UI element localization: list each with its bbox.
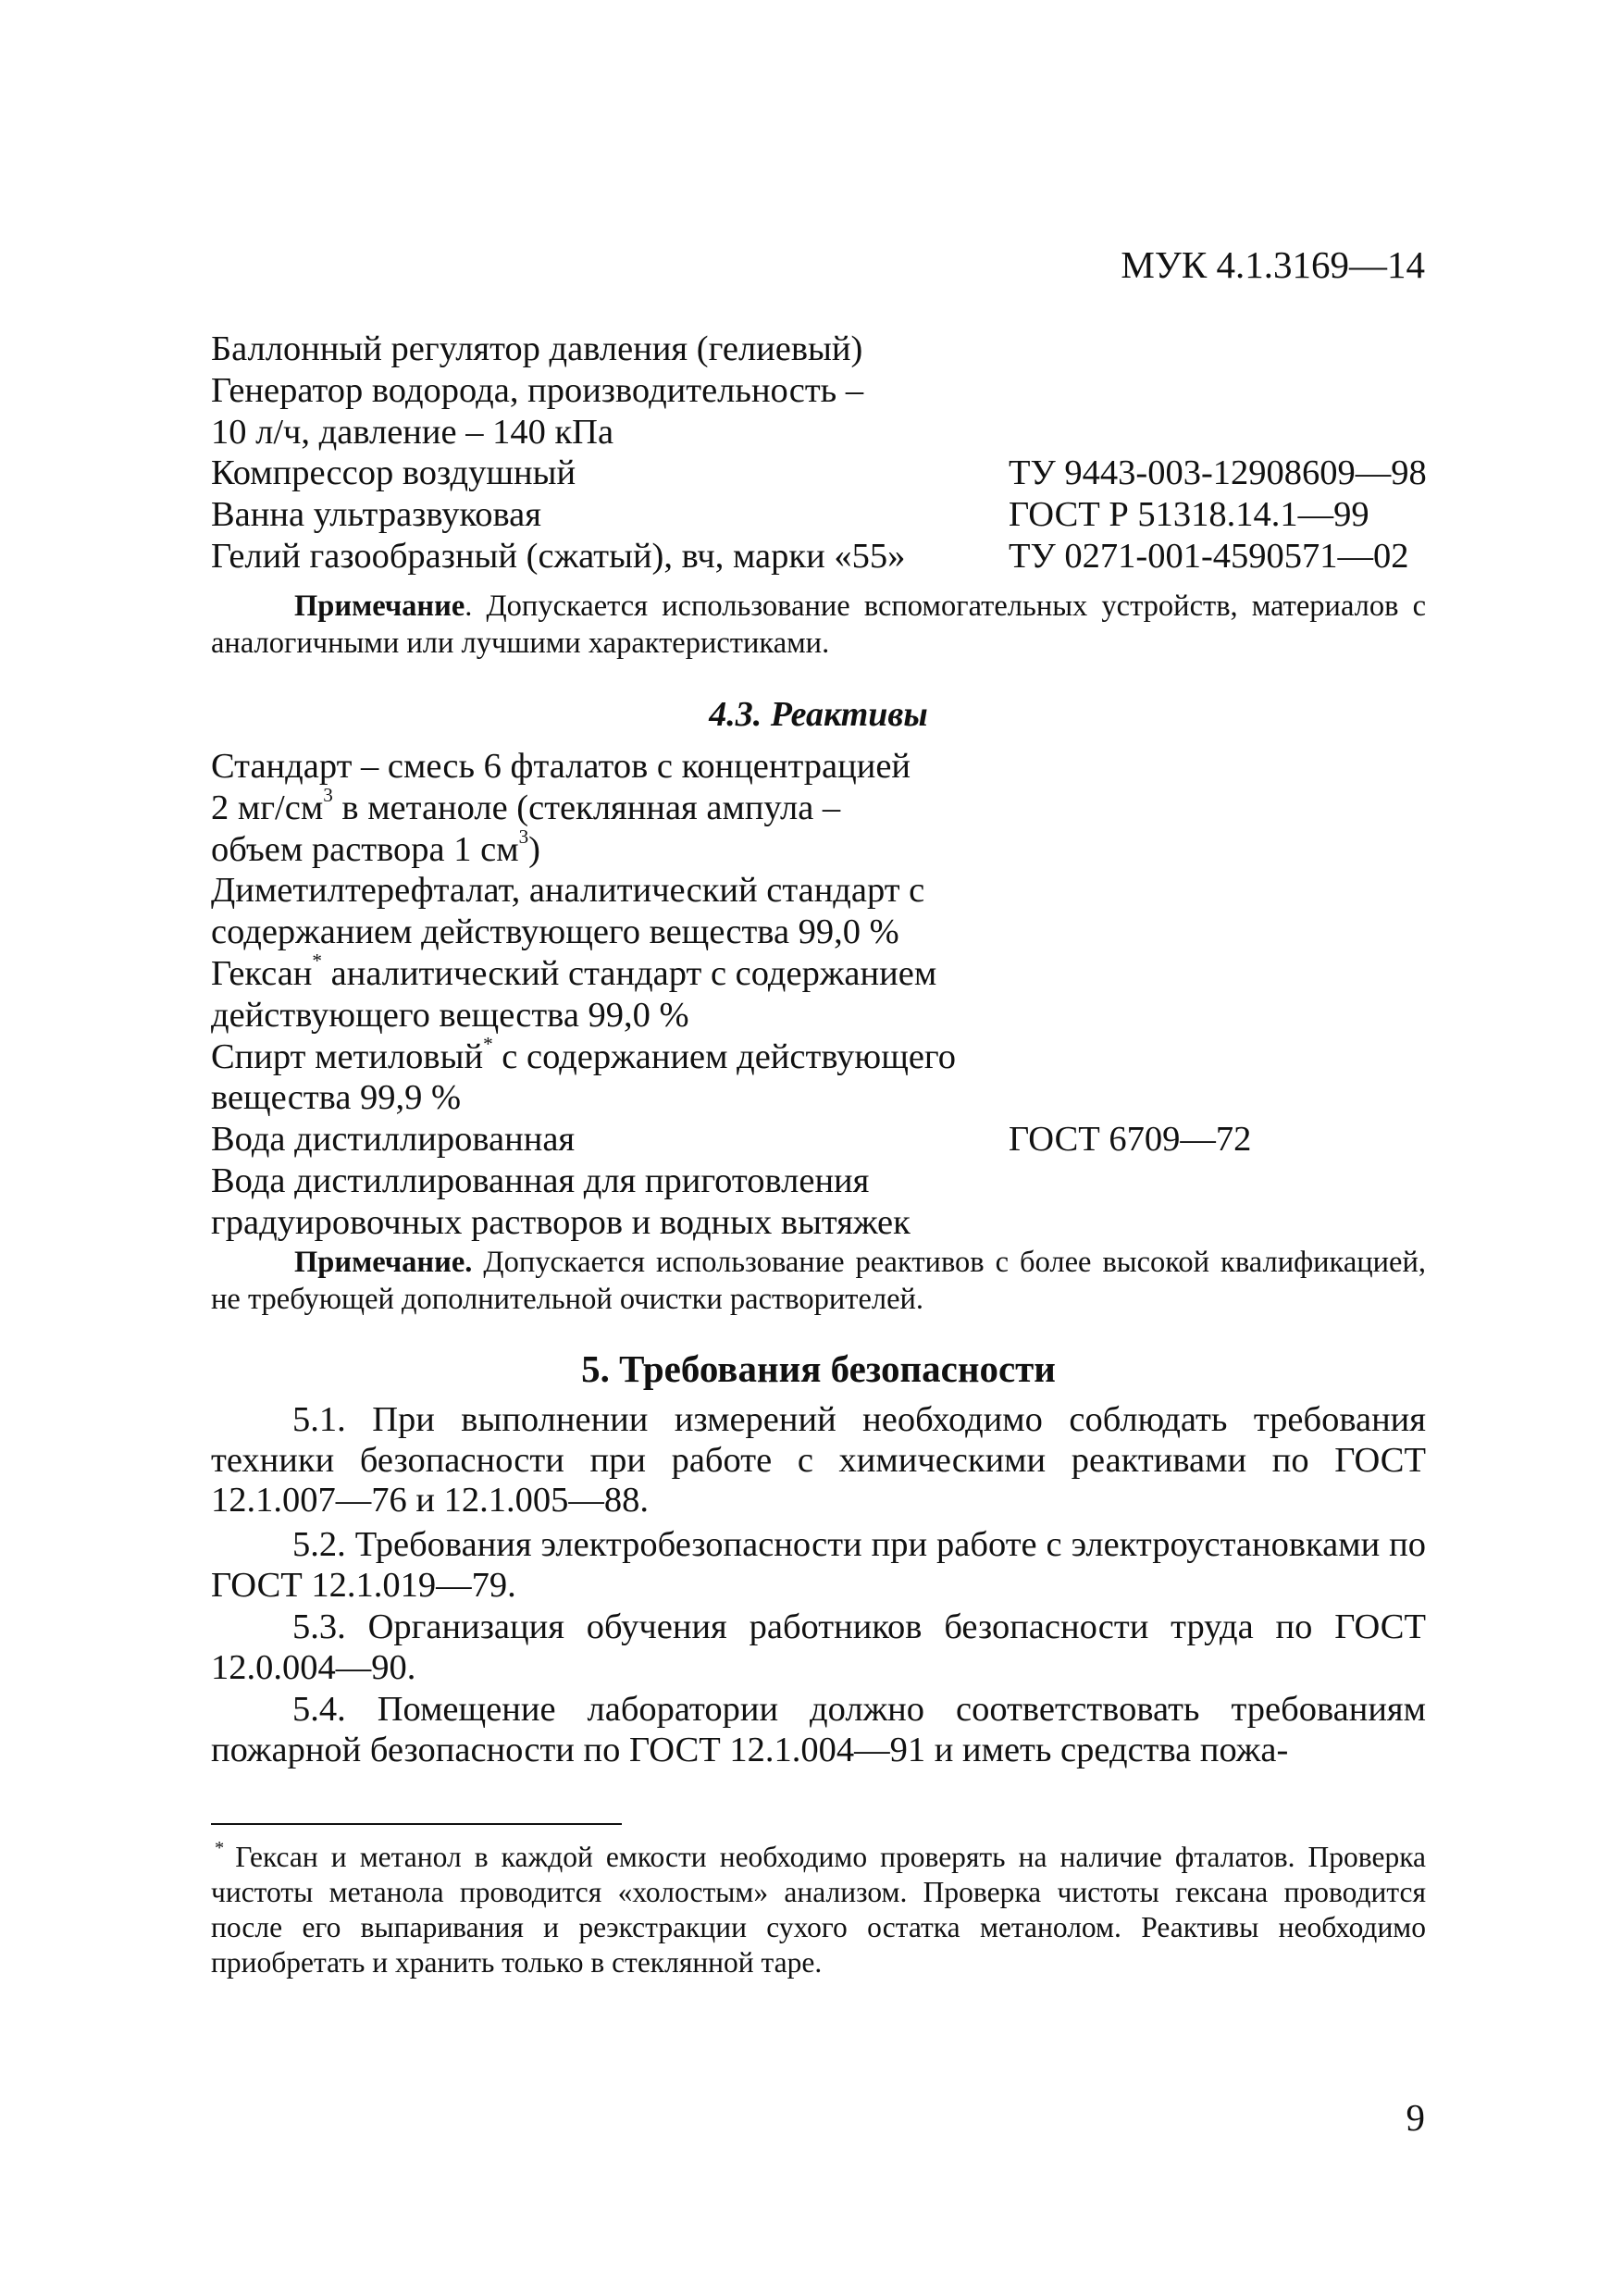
reagent-text [211,949,1009,995]
equipment-ref: ТУ 0271-001-4590571—02 [1009,536,1409,576]
reagent-text [211,783,1009,829]
reagent-text: градуировочных растворов и водных вытяжек [211,1202,911,1242]
note-text: Допускается использование реактивов с более высокой квалификацией, не требующей дополнительной очистки растворителей. [211,1246,1426,1316]
reagent-text: Вода дистиллированная [211,1120,576,1160]
reagent-line [211,995,1442,1036]
section-title: 5. Требования безопасности [581,1347,1056,1390]
reagent-text-part: аналитический стандарт с содержанием [322,953,937,993]
reagent-text-part: ) [528,829,540,869]
reagent-line [211,870,1442,912]
reagents-heading: 4.3. Реактивы [709,695,928,734]
reagent-line [211,1032,1442,1078]
reagent-line [211,746,1442,788]
reagent-text-part: Спирт метиловый [211,1036,484,1076]
equipment-name: Баллонный регулятор давления (гелиевый) [211,329,863,368]
reagent-line [211,1202,1442,1244]
reagent-text: Вода дистиллированная для приготовления [211,1160,870,1200]
section-paragraph: 5.1. При выполнении измерений необходимо соблюдать требования техники безопасности при работе с химическими реактивами по ГОСТ 12.1.007—76 и 12.1.005—88. [211,1400,1426,1520]
equipment-ref: ТУ 9443-003-12908609—98 [1009,453,1427,493]
equipment-name: Ванна ультразвуковая [211,495,541,535]
equipment-name: Гелий газообразный (сжатый), вч, марки «55» [211,536,906,576]
footnote-divider [211,1823,622,1825]
reagent-line [211,1077,1442,1119]
reagent-text [211,825,1009,871]
footnote-marker: * [312,949,322,972]
reagent-text: вещества 99,9 % [211,1078,462,1118]
equipment-name: Генератор водорода, производительность – [211,370,864,410]
reagent-line [211,1119,1442,1160]
equipment-note [211,589,1426,662]
reagent-ref: ГОСТ 6709—72 [1009,1120,1252,1160]
reagent-line [211,825,1442,871]
equipment-row [211,412,1442,453]
footnote-marker: * [483,1032,493,1055]
reagent-text-part: 2 мг/см [211,788,324,827]
reagent-text: действующего вещества 99,0 % [211,995,689,1035]
reagent-text-part: в метаноле (стеклянная ампула – [332,788,841,827]
reagent-text-part: объем раствора 1 см [211,829,519,869]
equipment-row [211,536,1442,577]
section-paragraph: 5.4. Помещение лаборатории должно соответствовать требованиям пожарной безопасности по ГОСТ 12.1.004—91 и иметь средства пожа- [211,1690,1426,1769]
reagents-note [211,1245,1426,1318]
reagent-text-part: Гексан [211,953,313,993]
reagent-text: Стандарт – смесь 6 фталатов с концентрацией [211,747,911,786]
equipment-row [211,494,1442,536]
section-paragraph: 5.3. Организация обучения работников безопасности труда по ГОСТ 12.0.004—90. [211,1607,1426,1687]
equipment-ref: ГОСТ Р 51318.14.1—99 [1009,495,1369,535]
document-code-header: МУК 4.1.3169—14 [1121,243,1425,286]
reagent-line [211,783,1442,829]
page-number: 9 [1406,2096,1425,2139]
superscript: 3 [518,825,529,848]
equipment-row [211,329,1442,370]
equipment-row [211,453,1442,494]
reagents-list [211,746,1442,1244]
note-label: Примечание [294,590,465,623]
equipment-name: 10 л/ч, давление – 140 кПа [211,412,614,452]
reagent-text-part: с содержанием действующего [492,1036,957,1076]
reagent-line [211,912,1442,953]
footnote [211,1837,1426,1980]
equipment-row [211,370,1442,412]
footnote-text: Гексан и метанол в каждой емкости необходимо проверять на наличие фталатов. Проверка чистоты метанола проводится «холостым» анализом. Проверка чистоты гексана проводится после его выпаривания и реэкстракции сухого остатка метанолом. Реактивы необходимо приобретать и хранить только в стеклянной таре. [211,1841,1426,1979]
reagent-text: Диметилтерефталат, аналитический стандарт с [211,871,925,911]
reagent-text [211,1032,1009,1078]
equipment-list [211,329,1442,577]
reagent-line [211,949,1442,995]
note-text: . Допускается использование вспомогательных устройств, материалов с аналогичными или лучшими характеристиками. [211,590,1426,660]
reagent-text: содержанием действующего вещества 99,0 % [211,912,899,952]
section-paragraph: 5.2. Требования электробезопасности при работе с электроустановками по ГОСТ 12.1.019—79. [211,1525,1426,1605]
note-label: Примечание. [294,1246,473,1279]
footnote-marker: * [215,1837,225,1858]
equipment-name: Компрессор воздушный [211,453,576,493]
superscript: 3 [323,783,333,806]
reagent-line [211,1160,1442,1202]
